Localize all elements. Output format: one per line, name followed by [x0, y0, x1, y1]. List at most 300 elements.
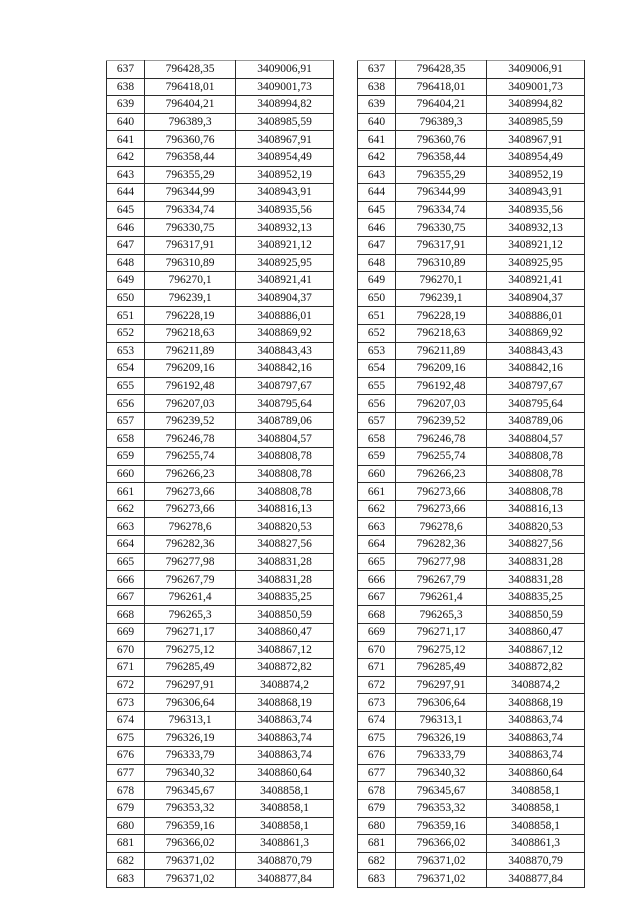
x-coordinate-cell: 796297,91 — [396, 676, 487, 694]
table-row — [358, 78, 585, 96]
table-row — [107, 711, 334, 729]
x-coordinate-cell: 796313,1 — [396, 711, 487, 729]
table-row — [358, 870, 585, 888]
table-row — [358, 835, 585, 853]
point-number-cell: 637 — [107, 61, 145, 79]
x-coordinate-cell: 796345,67 — [396, 782, 487, 800]
y-coordinate-cell: 3408935,56 — [487, 201, 585, 219]
point-number-cell: 669 — [358, 624, 396, 642]
y-coordinate-cell: 3408858,1 — [236, 782, 334, 800]
table-row — [358, 236, 585, 254]
point-number-cell: 637 — [358, 61, 396, 79]
x-coordinate-cell: 796359,16 — [145, 817, 236, 835]
point-number-cell: 672 — [358, 676, 396, 694]
table-row — [358, 430, 585, 448]
table-row — [107, 852, 334, 870]
y-coordinate-cell: 3408842,16 — [487, 360, 585, 378]
x-coordinate-cell: 796270,1 — [396, 272, 487, 290]
y-coordinate-cell: 3408797,67 — [236, 377, 334, 395]
point-number-cell: 677 — [358, 764, 396, 782]
y-coordinate-cell: 3408921,41 — [487, 272, 585, 290]
y-coordinate-cell: 3408870,79 — [487, 852, 585, 870]
table-row — [107, 219, 334, 237]
table-row — [358, 184, 585, 202]
point-number-cell: 653 — [358, 342, 396, 360]
x-coordinate-cell: 796267,79 — [145, 571, 236, 589]
table-row — [107, 782, 334, 800]
coordinates-table-left — [106, 60, 334, 888]
table-row — [358, 61, 585, 79]
x-coordinate-cell: 796404,21 — [396, 96, 487, 114]
point-number-cell: 640 — [358, 113, 396, 131]
table-row — [358, 219, 585, 237]
table-row — [358, 342, 585, 360]
point-number-cell: 654 — [358, 360, 396, 378]
point-number-cell: 657 — [358, 412, 396, 430]
table-row — [358, 536, 585, 554]
y-coordinate-cell: 3408921,41 — [236, 272, 334, 290]
point-number-cell: 650 — [358, 289, 396, 307]
y-coordinate-cell: 3409006,91 — [487, 61, 585, 79]
x-coordinate-cell: 796275,12 — [145, 641, 236, 659]
point-number-cell: 670 — [358, 641, 396, 659]
point-number-cell: 638 — [107, 78, 145, 96]
y-coordinate-cell: 3408861,3 — [236, 835, 334, 853]
x-coordinate-cell: 796211,89 — [145, 342, 236, 360]
x-coordinate-cell: 796371,02 — [396, 870, 487, 888]
y-coordinate-cell: 3408868,19 — [236, 694, 334, 712]
x-coordinate-cell: 796285,49 — [145, 659, 236, 677]
point-number-cell: 645 — [358, 201, 396, 219]
x-coordinate-cell: 796306,64 — [396, 694, 487, 712]
table-row — [107, 500, 334, 518]
table-row — [358, 518, 585, 536]
y-coordinate-cell: 3408827,56 — [236, 536, 334, 554]
y-coordinate-cell: 3408869,92 — [487, 324, 585, 342]
y-coordinate-cell: 3408952,19 — [487, 166, 585, 184]
y-coordinate-cell: 3408863,74 — [487, 729, 585, 747]
point-number-cell: 676 — [107, 747, 145, 765]
x-coordinate-cell: 796273,66 — [396, 500, 487, 518]
point-number-cell: 651 — [107, 307, 145, 325]
x-coordinate-cell: 796355,29 — [396, 166, 487, 184]
point-number-cell: 682 — [107, 852, 145, 870]
y-coordinate-cell: 3408789,06 — [487, 412, 585, 430]
x-coordinate-cell: 796334,74 — [145, 201, 236, 219]
x-coordinate-cell: 796353,32 — [145, 799, 236, 817]
point-number-cell: 673 — [358, 694, 396, 712]
x-coordinate-cell: 796228,19 — [145, 307, 236, 325]
y-coordinate-cell: 3408985,59 — [487, 113, 585, 131]
table-row — [107, 272, 334, 290]
table-row — [107, 324, 334, 342]
point-number-cell: 648 — [107, 254, 145, 272]
table-row — [358, 747, 585, 765]
table-row — [358, 272, 585, 290]
y-coordinate-cell: 3408877,84 — [236, 870, 334, 888]
table-row — [358, 711, 585, 729]
point-number-cell: 675 — [358, 729, 396, 747]
y-coordinate-cell: 3408831,28 — [236, 553, 334, 571]
table-row — [358, 360, 585, 378]
coordinates-table-right — [357, 60, 585, 888]
y-coordinate-cell: 3409006,91 — [236, 61, 334, 79]
x-coordinate-cell: 796334,74 — [396, 201, 487, 219]
x-coordinate-cell: 796246,78 — [396, 430, 487, 448]
y-coordinate-cell: 3408932,13 — [236, 219, 334, 237]
x-coordinate-cell: 796306,64 — [145, 694, 236, 712]
x-coordinate-cell: 796255,74 — [145, 448, 236, 466]
x-coordinate-cell: 796326,19 — [145, 729, 236, 747]
x-coordinate-cell: 796371,02 — [145, 870, 236, 888]
table-row — [358, 571, 585, 589]
x-coordinate-cell: 796344,99 — [145, 184, 236, 202]
point-number-cell: 656 — [358, 395, 396, 413]
point-number-cell: 645 — [107, 201, 145, 219]
table-row — [107, 360, 334, 378]
table-row — [107, 817, 334, 835]
y-coordinate-cell: 3408808,78 — [487, 448, 585, 466]
table-row — [358, 113, 585, 131]
x-coordinate-cell: 796418,01 — [396, 78, 487, 96]
x-coordinate-cell: 796404,21 — [145, 96, 236, 114]
x-coordinate-cell: 796418,01 — [145, 78, 236, 96]
y-coordinate-cell: 3408877,84 — [487, 870, 585, 888]
x-coordinate-cell: 796358,44 — [145, 148, 236, 166]
table-row — [107, 483, 334, 501]
table-row — [358, 324, 585, 342]
table-row — [107, 641, 334, 659]
x-coordinate-cell: 796353,32 — [396, 799, 487, 817]
point-number-cell: 663 — [107, 518, 145, 536]
table-row — [358, 483, 585, 501]
y-coordinate-cell: 3408843,43 — [487, 342, 585, 360]
table-row — [358, 694, 585, 712]
x-coordinate-cell: 796317,91 — [145, 236, 236, 254]
point-number-cell: 659 — [107, 448, 145, 466]
point-number-cell: 676 — [358, 747, 396, 765]
table-row — [358, 799, 585, 817]
point-number-cell: 642 — [107, 148, 145, 166]
y-coordinate-cell: 3408952,19 — [236, 166, 334, 184]
point-number-cell: 649 — [107, 272, 145, 290]
table-row — [358, 377, 585, 395]
x-coordinate-cell: 796282,36 — [396, 536, 487, 554]
y-coordinate-cell: 3408954,49 — [487, 148, 585, 166]
y-coordinate-cell: 3408804,57 — [236, 430, 334, 448]
x-coordinate-cell: 796273,66 — [145, 500, 236, 518]
point-number-cell: 683 — [107, 870, 145, 888]
x-coordinate-cell: 796345,67 — [145, 782, 236, 800]
y-coordinate-cell: 3408858,1 — [487, 817, 585, 835]
table-row — [107, 624, 334, 642]
y-coordinate-cell: 3408860,64 — [487, 764, 585, 782]
point-number-cell: 661 — [358, 483, 396, 501]
table-row — [107, 377, 334, 395]
x-coordinate-cell: 796239,1 — [396, 289, 487, 307]
table-row — [107, 307, 334, 325]
point-number-cell: 644 — [358, 184, 396, 202]
table-row — [358, 96, 585, 114]
table-row — [107, 606, 334, 624]
table-row — [107, 184, 334, 202]
x-coordinate-cell: 796261,4 — [145, 588, 236, 606]
table-row — [107, 201, 334, 219]
x-coordinate-cell: 796297,91 — [145, 676, 236, 694]
table-row — [358, 465, 585, 483]
point-number-cell: 667 — [358, 588, 396, 606]
y-coordinate-cell: 3408967,91 — [236, 131, 334, 149]
point-number-cell: 681 — [107, 835, 145, 853]
x-coordinate-cell: 796340,32 — [396, 764, 487, 782]
table-row — [358, 500, 585, 518]
x-coordinate-cell: 796310,89 — [396, 254, 487, 272]
x-coordinate-cell: 796366,02 — [396, 835, 487, 853]
x-coordinate-cell: 796218,63 — [145, 324, 236, 342]
point-number-cell: 639 — [358, 96, 396, 114]
table-row — [107, 870, 334, 888]
table-row — [107, 729, 334, 747]
y-coordinate-cell: 3408872,82 — [487, 659, 585, 677]
y-coordinate-cell: 3408850,59 — [487, 606, 585, 624]
y-coordinate-cell: 3408858,1 — [487, 799, 585, 817]
point-number-cell: 643 — [358, 166, 396, 184]
x-coordinate-cell: 796310,89 — [145, 254, 236, 272]
point-number-cell: 665 — [358, 553, 396, 571]
x-coordinate-cell: 796389,3 — [396, 113, 487, 131]
y-coordinate-cell: 3408863,74 — [236, 729, 334, 747]
table-row — [358, 148, 585, 166]
point-number-cell: 663 — [358, 518, 396, 536]
point-number-cell: 643 — [107, 166, 145, 184]
x-coordinate-cell: 796275,12 — [396, 641, 487, 659]
point-number-cell: 674 — [107, 711, 145, 729]
y-coordinate-cell: 3408808,78 — [487, 483, 585, 501]
y-coordinate-cell: 3408863,74 — [236, 747, 334, 765]
point-number-cell: 660 — [358, 465, 396, 483]
y-coordinate-cell: 3408943,91 — [487, 184, 585, 202]
table-row — [358, 782, 585, 800]
table-row — [107, 342, 334, 360]
x-coordinate-cell: 796209,16 — [145, 360, 236, 378]
x-coordinate-cell: 796428,35 — [396, 61, 487, 79]
table-row — [358, 254, 585, 272]
point-number-cell: 641 — [358, 131, 396, 149]
table-row — [107, 430, 334, 448]
y-coordinate-cell: 3408869,92 — [236, 324, 334, 342]
point-number-cell: 668 — [107, 606, 145, 624]
x-coordinate-cell: 796209,16 — [396, 360, 487, 378]
point-number-cell: 638 — [358, 78, 396, 96]
point-number-cell: 682 — [358, 852, 396, 870]
point-number-cell: 659 — [358, 448, 396, 466]
table-row — [107, 835, 334, 853]
x-coordinate-cell: 796358,44 — [396, 148, 487, 166]
x-coordinate-cell: 796360,76 — [145, 131, 236, 149]
y-coordinate-cell: 3408874,2 — [236, 676, 334, 694]
y-coordinate-cell: 3408967,91 — [487, 131, 585, 149]
table-row — [107, 747, 334, 765]
point-number-cell: 657 — [107, 412, 145, 430]
point-number-cell: 642 — [358, 148, 396, 166]
x-coordinate-cell: 796239,1 — [145, 289, 236, 307]
x-coordinate-cell: 796218,63 — [396, 324, 487, 342]
y-coordinate-cell: 3408863,74 — [236, 711, 334, 729]
point-number-cell: 652 — [107, 324, 145, 342]
table-row — [358, 659, 585, 677]
table-row — [107, 536, 334, 554]
y-coordinate-cell: 3408858,1 — [236, 817, 334, 835]
y-coordinate-cell: 3408795,64 — [487, 395, 585, 413]
y-coordinate-cell: 3408860,64 — [236, 764, 334, 782]
point-number-cell: 660 — [107, 465, 145, 483]
x-coordinate-cell: 796265,3 — [396, 606, 487, 624]
point-number-cell: 678 — [107, 782, 145, 800]
point-number-cell: 679 — [107, 799, 145, 817]
y-coordinate-cell: 3408870,79 — [236, 852, 334, 870]
table-row — [107, 61, 334, 79]
y-coordinate-cell: 3408808,78 — [236, 465, 334, 483]
y-coordinate-cell: 3408861,3 — [487, 835, 585, 853]
y-coordinate-cell: 3408795,64 — [236, 395, 334, 413]
point-number-cell: 649 — [358, 272, 396, 290]
point-number-cell: 666 — [358, 571, 396, 589]
table-row — [107, 659, 334, 677]
point-number-cell: 683 — [358, 870, 396, 888]
y-coordinate-cell: 3408808,78 — [236, 448, 334, 466]
x-coordinate-cell: 796255,74 — [396, 448, 487, 466]
x-coordinate-cell: 796285,49 — [396, 659, 487, 677]
table-row — [107, 518, 334, 536]
table-row — [358, 395, 585, 413]
y-coordinate-cell: 3408985,59 — [236, 113, 334, 131]
y-coordinate-cell: 3408932,13 — [487, 219, 585, 237]
y-coordinate-cell: 3408789,06 — [236, 412, 334, 430]
y-coordinate-cell: 3408863,74 — [487, 747, 585, 765]
x-coordinate-cell: 796192,48 — [396, 377, 487, 395]
point-number-cell: 666 — [107, 571, 145, 589]
table-row — [107, 588, 334, 606]
x-coordinate-cell: 796371,02 — [396, 852, 487, 870]
table-row — [358, 166, 585, 184]
y-coordinate-cell: 3409001,73 — [487, 78, 585, 96]
y-coordinate-cell: 3409001,73 — [236, 78, 334, 96]
table-row — [358, 289, 585, 307]
table-row — [107, 131, 334, 149]
y-coordinate-cell: 3408994,82 — [487, 96, 585, 114]
y-coordinate-cell: 3408820,53 — [236, 518, 334, 536]
y-coordinate-cell: 3408843,43 — [236, 342, 334, 360]
y-coordinate-cell: 3408935,56 — [236, 201, 334, 219]
point-number-cell: 669 — [107, 624, 145, 642]
y-coordinate-cell: 3408835,25 — [236, 588, 334, 606]
x-coordinate-cell: 796266,23 — [396, 465, 487, 483]
x-coordinate-cell: 796271,17 — [145, 624, 236, 642]
point-number-cell: 644 — [107, 184, 145, 202]
y-coordinate-cell: 3408860,47 — [487, 624, 585, 642]
point-number-cell: 639 — [107, 96, 145, 114]
table-row — [107, 113, 334, 131]
table-row — [358, 624, 585, 642]
table-row — [107, 395, 334, 413]
table-row — [107, 465, 334, 483]
y-coordinate-cell: 3408797,67 — [487, 377, 585, 395]
x-coordinate-cell: 796266,23 — [145, 465, 236, 483]
x-coordinate-cell: 796261,4 — [396, 588, 487, 606]
table-row — [358, 553, 585, 571]
table-row — [358, 588, 585, 606]
x-coordinate-cell: 796239,52 — [396, 412, 487, 430]
point-number-cell: 647 — [358, 236, 396, 254]
point-number-cell: 641 — [107, 131, 145, 149]
x-coordinate-cell: 796355,29 — [145, 166, 236, 184]
y-coordinate-cell: 3408874,2 — [487, 676, 585, 694]
point-number-cell: 670 — [107, 641, 145, 659]
y-coordinate-cell: 3408850,59 — [236, 606, 334, 624]
coordinates-table-body — [358, 61, 585, 888]
point-number-cell: 652 — [358, 324, 396, 342]
x-coordinate-cell: 796389,3 — [145, 113, 236, 131]
point-number-cell: 661 — [107, 483, 145, 501]
y-coordinate-cell: 3408867,12 — [487, 641, 585, 659]
table-row — [358, 817, 585, 835]
point-number-cell: 681 — [358, 835, 396, 853]
table-row — [107, 96, 334, 114]
y-coordinate-cell: 3408831,28 — [487, 553, 585, 571]
table-row — [358, 676, 585, 694]
point-number-cell: 651 — [358, 307, 396, 325]
y-coordinate-cell: 3408858,1 — [487, 782, 585, 800]
table-row — [358, 852, 585, 870]
point-number-cell: 664 — [107, 536, 145, 554]
point-number-cell: 655 — [107, 377, 145, 395]
point-number-cell: 650 — [107, 289, 145, 307]
y-coordinate-cell: 3408858,1 — [236, 799, 334, 817]
y-coordinate-cell: 3408954,49 — [236, 148, 334, 166]
x-coordinate-cell: 796317,91 — [396, 236, 487, 254]
point-number-cell: 646 — [358, 219, 396, 237]
y-coordinate-cell: 3408904,37 — [487, 289, 585, 307]
table-row — [358, 729, 585, 747]
x-coordinate-cell: 796333,79 — [145, 747, 236, 765]
point-number-cell: 680 — [358, 817, 396, 835]
y-coordinate-cell: 3408808,78 — [236, 483, 334, 501]
point-number-cell: 673 — [107, 694, 145, 712]
y-coordinate-cell: 3408886,01 — [236, 307, 334, 325]
y-coordinate-cell: 3408867,12 — [236, 641, 334, 659]
table-row — [107, 148, 334, 166]
x-coordinate-cell: 796278,6 — [145, 518, 236, 536]
point-number-cell: 665 — [107, 553, 145, 571]
table-row — [358, 307, 585, 325]
y-coordinate-cell: 3408921,12 — [236, 236, 334, 254]
x-coordinate-cell: 796265,3 — [145, 606, 236, 624]
x-coordinate-cell: 796207,03 — [396, 395, 487, 413]
point-number-cell: 655 — [358, 377, 396, 395]
point-number-cell: 656 — [107, 395, 145, 413]
table-row — [107, 694, 334, 712]
y-coordinate-cell: 3408831,28 — [487, 571, 585, 589]
table-row — [358, 764, 585, 782]
table-row — [107, 236, 334, 254]
y-coordinate-cell: 3408808,78 — [487, 465, 585, 483]
table-row — [107, 764, 334, 782]
y-coordinate-cell: 3408925,95 — [487, 254, 585, 272]
table-row — [358, 412, 585, 430]
x-coordinate-cell: 796326,19 — [396, 729, 487, 747]
table-row — [107, 78, 334, 96]
x-coordinate-cell: 796277,98 — [396, 553, 487, 571]
